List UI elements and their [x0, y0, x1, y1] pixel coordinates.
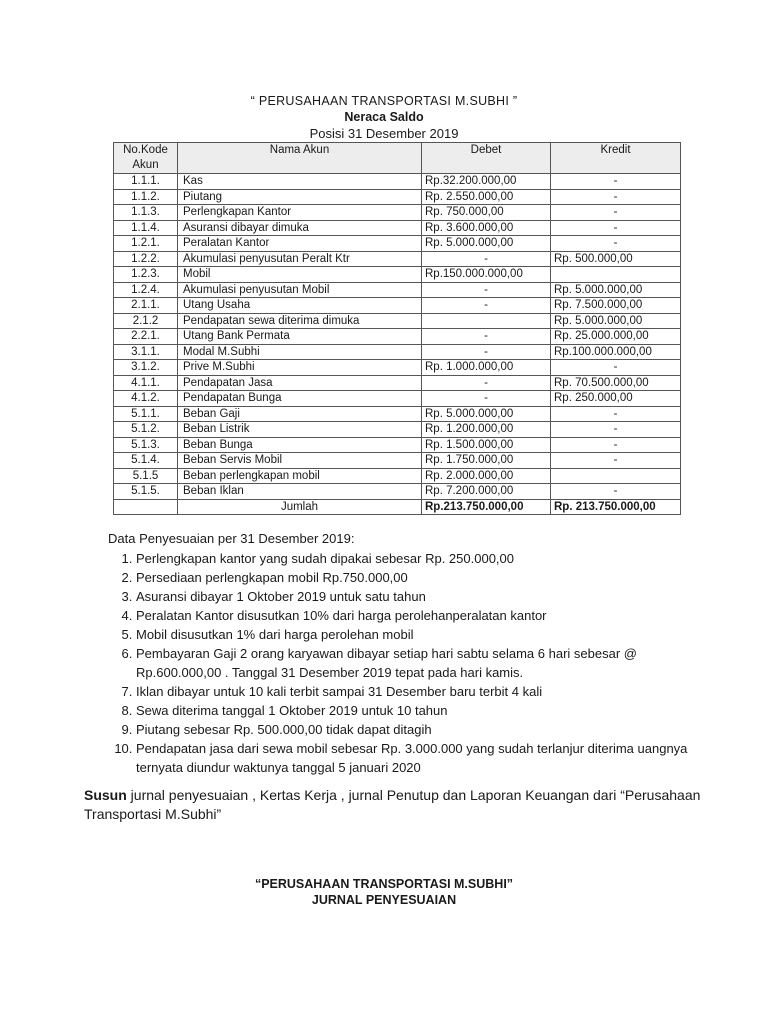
debet-value: -: [422, 251, 551, 267]
kredit-value: -: [551, 422, 681, 438]
document-title: Neraca Saldo: [344, 110, 424, 124]
kredit-value: Rp. 25.000.000,00: [551, 329, 681, 345]
debet-value: Rp. 2.000.000,00: [422, 468, 551, 484]
total-row: [114, 499, 681, 515]
col-header-name: Nama Akun: [178, 143, 422, 174]
journal-heading: [0, 876, 768, 908]
debet-value: -: [422, 329, 551, 345]
journal-title: JURNAL PENYESUAIAN: [311, 893, 457, 907]
kredit-value: -: [551, 453, 681, 469]
adjustment-item: 1. Perlengkapan kantor yang sudah dipakai sebesar Rp. 250.000,00: [136, 549, 708, 568]
col-header-debet: Debet: [422, 143, 551, 174]
account-code: 5.1.5: [114, 468, 178, 484]
table-row: [114, 468, 681, 484]
kredit-value: Rp. 70.500.000,00: [551, 375, 681, 391]
account-name: Kas: [178, 174, 422, 190]
account-code: 1.1.1.: [114, 174, 178, 190]
kredit-value: -: [551, 174, 681, 190]
kredit-value: Rp. 7.500.000,00: [551, 298, 681, 314]
account-code: 5.1.1.: [114, 406, 178, 422]
account-code: 1.2.3.: [114, 267, 178, 283]
trial-balance-table: [113, 142, 681, 515]
account-code: 2.2.1.: [114, 329, 178, 345]
debet-value: Rp. 1.000.000,00: [422, 360, 551, 376]
account-code: 4.1.2.: [114, 391, 178, 407]
table-row: [114, 406, 681, 422]
account-code: 4.1.1.: [114, 375, 178, 391]
adjustment-item: 7. Iklan dibayar untuk 10 kali terbit sampai 31 Desember baru terbit 4 kali: [136, 682, 708, 701]
debet-value: Rp. 1.200.000,00: [422, 422, 551, 438]
kredit-value: [551, 468, 681, 484]
kredit-value: -: [551, 437, 681, 453]
table-row: [114, 437, 681, 453]
table-row: [114, 220, 681, 236]
account-code: 1.2.1.: [114, 236, 178, 252]
table-row: [114, 344, 681, 360]
period-title: Posisi 31 Desember 2019: [309, 126, 459, 141]
col-header-code: No.Kode Akun: [114, 143, 178, 174]
account-name: Akumulasi penyusutan Mobil: [178, 282, 422, 298]
kredit-value: -: [551, 220, 681, 236]
adjustment-item: 3. Asuransi dibayar 1 Oktober 2019 untuk satu tahun: [136, 587, 708, 606]
table-row: [114, 391, 681, 407]
account-code: 1.1.2.: [114, 189, 178, 205]
task-bold: Susun: [84, 787, 127, 803]
debet-value: Rp.32.200.000,00: [422, 174, 551, 190]
journal-company: “PERUSAHAAN TRANSPORTASI M.SUBHI”: [254, 877, 514, 891]
account-name: Beban Bunga: [178, 437, 422, 453]
table-row: [114, 251, 681, 267]
kredit-value: -: [551, 484, 681, 500]
debet-value: Rp. 3.600.000,00: [422, 220, 551, 236]
debet-value: Rp.150.000.000,00: [422, 267, 551, 283]
debet-value: -: [422, 282, 551, 298]
account-name: Pendapatan Bunga: [178, 391, 422, 407]
kredit-value: -: [551, 205, 681, 221]
account-code: 2.1.2: [114, 313, 178, 329]
table-header-row: [114, 143, 681, 174]
kredit-value: -: [551, 406, 681, 422]
account-code: 3.1.2.: [114, 360, 178, 376]
adjustment-item: 6. Pembayaran Gaji 2 orang karyawan dibayar setiap hari sabtu selama 6 hari sebesar @ Rp.600.000,00 . Tanggal 31 Desember 2019 tepat pada hari kamis.: [136, 644, 708, 682]
task-text: jurnal penyesuaian , Kertas Kerja , jurnal Penutup dan Laporan Keuangan dari “Perusahaan Transportasi M.Subhi”: [84, 787, 701, 822]
table-row: [114, 282, 681, 298]
table-row: [114, 298, 681, 314]
kredit-value: -: [551, 360, 681, 376]
table-row: [114, 174, 681, 190]
account-code: 5.1.5.: [114, 484, 178, 500]
total-kredit: Rp. 213.750.000,00: [551, 499, 681, 515]
title-block: [0, 93, 768, 142]
table-row: [114, 360, 681, 376]
debet-value: Rp. 1.500.000,00: [422, 437, 551, 453]
kredit-value: Rp. 5.000.000,00: [551, 313, 681, 329]
table-row: [114, 236, 681, 252]
adjustment-list: [108, 549, 708, 777]
account-name: Pendapatan Jasa: [178, 375, 422, 391]
account-code: 1.2.4.: [114, 282, 178, 298]
debet-value: -: [422, 391, 551, 407]
account-name: Akumulasi penyusutan Peralt Ktr: [178, 251, 422, 267]
debet-value: Rp. 5.000.000,00: [422, 236, 551, 252]
adjustment-title: Data Penyesuaian per 31 Desember 2019:: [108, 531, 355, 546]
debet-value: Rp. 1.750.000,00: [422, 453, 551, 469]
account-name: Beban Servis Mobil: [178, 453, 422, 469]
adjustment-item: 2. Persediaan perlengkapan mobil Rp.750.000,00: [136, 568, 708, 587]
debet-value: Rp. 2.550.000,00: [422, 189, 551, 205]
account-name: Prive M.Subhi: [178, 360, 422, 376]
table-body: [114, 174, 681, 500]
adjustment-item: 10. Pendapatan jasa dari sewa mobil sebesar Rp. 3.000.000 yang sudah terlanjur diterima uangnya ternyata diundur waktunya tanggal 5 januari 2020: [136, 739, 708, 777]
table-row: [114, 375, 681, 391]
table-row: [114, 313, 681, 329]
account-name: Perlengkapan Kantor: [178, 205, 422, 221]
debet-value: -: [422, 375, 551, 391]
account-name: Utang Bank Permata: [178, 329, 422, 345]
table-row: [114, 453, 681, 469]
account-name: Pendapatan sewa diterima dimuka: [178, 313, 422, 329]
account-name: Piutang: [178, 189, 422, 205]
table-row: [114, 422, 681, 438]
account-name: Beban Iklan: [178, 484, 422, 500]
account-name: Beban Gaji: [178, 406, 422, 422]
debet-value: Rp. 7.200.000,00: [422, 484, 551, 500]
account-name: Asuransi dibayar dimuka: [178, 220, 422, 236]
account-code: 1.1.3.: [114, 205, 178, 221]
table-row: [114, 484, 681, 500]
debet-value: -: [422, 298, 551, 314]
account-name: Beban perlengkapan mobil: [178, 468, 422, 484]
total-label: Jumlah: [178, 499, 422, 515]
adjustment-item: 5. Mobil disusutkan 1% dari harga perolehan mobil: [136, 625, 708, 644]
account-code: 1.1.4.: [114, 220, 178, 236]
adjustment-section: [108, 530, 708, 777]
account-name: Utang Usaha: [178, 298, 422, 314]
account-code: 3.1.1.: [114, 344, 178, 360]
adjustment-item: 9. Piutang sebesar Rp. 500.000,00 tidak dapat ditagih: [136, 720, 708, 739]
table-row: [114, 205, 681, 221]
debet-value: Rp. 750.000,00: [422, 205, 551, 221]
adjustment-item: 8. Sewa diterima tanggal 1 Oktober 2019 untuk 10 tahun: [136, 701, 708, 720]
kredit-value: Rp. 5.000.000,00: [551, 282, 681, 298]
account-name: Mobil: [178, 267, 422, 283]
debet-value: [422, 313, 551, 329]
account-name: Modal M.Subhi: [178, 344, 422, 360]
kredit-value: Rp. 250.000,00: [551, 391, 681, 407]
adjustment-item: 4. Peralatan Kantor disusutkan 10% dari harga perolehanperalatan kantor: [136, 606, 708, 625]
task-instruction: [84, 786, 704, 824]
col-header-kredit: Kredit: [551, 143, 681, 174]
table-row: [114, 329, 681, 345]
account-code: 5.1.2.: [114, 422, 178, 438]
kredit-value: [551, 267, 681, 283]
total-debet: Rp.213.750.000,00: [422, 499, 551, 515]
account-code: 5.1.4.: [114, 453, 178, 469]
table-row: [114, 267, 681, 283]
debet-value: Rp. 5.000.000,00: [422, 406, 551, 422]
account-code: 1.2.2.: [114, 251, 178, 267]
kredit-value: -: [551, 189, 681, 205]
account-name: Beban Listrik: [178, 422, 422, 438]
table-row: [114, 189, 681, 205]
account-name: Peralatan Kantor: [178, 236, 422, 252]
kredit-value: Rp. 500.000,00: [551, 251, 681, 267]
debet-value: -: [422, 344, 551, 360]
company-title: “ PERUSAHAAN TRANSPORTASI M.SUBHI ”: [250, 94, 518, 108]
kredit-value: -: [551, 236, 681, 252]
account-code: 2.1.1.: [114, 298, 178, 314]
kredit-value: Rp.100.000.000,00: [551, 344, 681, 360]
account-code: 5.1.3.: [114, 437, 178, 453]
